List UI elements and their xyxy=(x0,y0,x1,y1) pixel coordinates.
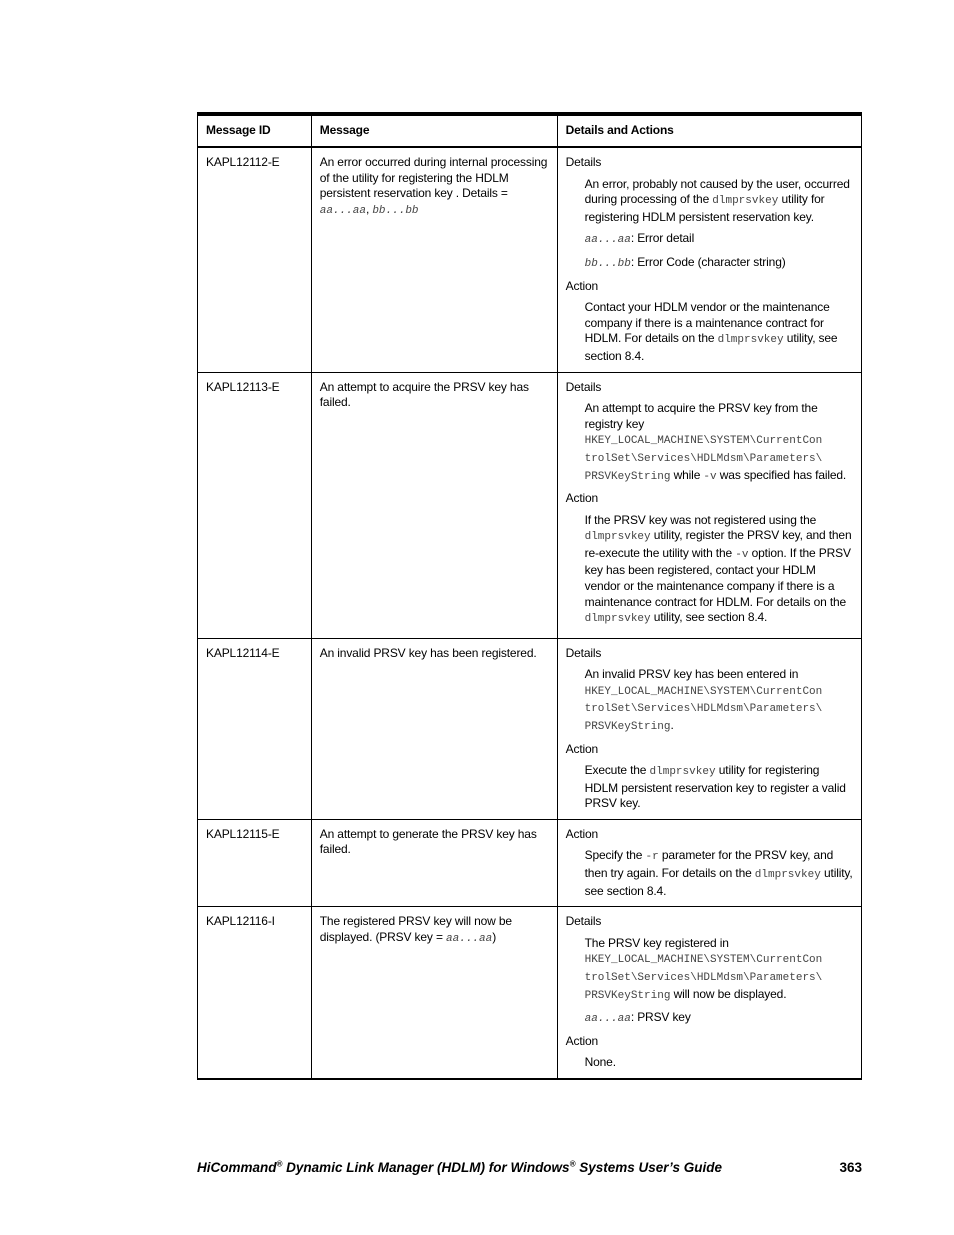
details-heading: Details xyxy=(565,379,602,394)
message-table xyxy=(197,112,862,1080)
details-heading: Details xyxy=(565,155,602,169)
table-row xyxy=(198,147,862,372)
col-header-message: Message xyxy=(311,114,557,147)
details-text: An error, probably not caused by the user, occurred during processing of the dlmprsvkey utility for registering HDLM persistent reservation key. xyxy=(584,176,850,224)
message-text: An attempt to acquire the PRSV key has failed. xyxy=(311,372,557,638)
action-heading: Action xyxy=(565,1033,599,1048)
action-text: Execute the dlmprsvkey utility for registering HDLM persistent reservation key to register a valid PRSV key. xyxy=(584,763,846,811)
message-id: KAPL12115-E xyxy=(198,819,312,906)
details-actions xyxy=(557,147,861,372)
table-header-row xyxy=(198,114,862,147)
details-variable: aa...aa: Error detail xyxy=(584,231,695,247)
col-header-message-id: Message ID xyxy=(198,114,312,147)
message-id: KAPL12114-E xyxy=(198,638,312,819)
details-heading: Details xyxy=(565,645,602,660)
action-heading: Action xyxy=(565,278,599,293)
details-variable: bb...bb: Error Code (character string) xyxy=(584,254,786,270)
message-text: An attempt to generate the PRSV key has failed. xyxy=(311,819,557,906)
action-text: None. xyxy=(584,1055,616,1070)
details-actions xyxy=(557,819,861,906)
action-text: Contact your HDLM vendor or the maintenance company if there is a maintenance contract for HDLM. For details on the dlmprsvkey utility, see section 8.4. xyxy=(584,300,838,363)
message-text: The registered PRSV key will now be displayed. (PRSV key = aa...aa) xyxy=(311,907,557,1079)
details-text: The PRSV key registered in HKEY_LOCAL_MACHINE\SYSTEM\CurrentCon trolSet\Services\HDLMdsm\Parameters\ PRSVKeyString will now be displayed. xyxy=(584,935,823,1002)
details-text: An invalid PRSV key has been entered in HKEY_LOCAL_MACHINE\SYSTEM\CurrentCon trolSet\Services\HDLMdsm\Parameters\ PRSVKeyString. xyxy=(584,667,823,733)
table-row xyxy=(198,819,862,906)
message-id: KAPL12112-E xyxy=(198,147,312,372)
message-id: KAPL12116-I xyxy=(198,907,312,1079)
table-row xyxy=(198,907,862,1079)
table-row xyxy=(198,372,862,638)
details-variable: aa...aa: PRSV key xyxy=(584,1010,691,1026)
page-footer xyxy=(197,1160,862,1175)
action-heading: Action xyxy=(565,491,599,506)
action-text: Specify the -r parameter for the PRSV key, and then try again. For details on the dlmprsvkey utility, see section 8.4. xyxy=(584,848,853,898)
action-heading: Action xyxy=(565,826,599,841)
footer-title: HiCommand® Dynamic Link Manager (HDLM) for Windows® Systems User’s Guide xyxy=(197,1159,723,1175)
table-row xyxy=(198,638,862,819)
details-text: An attempt to acquire the PRSV key from the registry key HKEY_LOCAL_MACHINE\SYSTEM\CurrentCon trolSet\Services\HDLMdsm\Parameters\ PRSVKeyString while -v was specified has failed. xyxy=(584,401,847,483)
action-heading: Action xyxy=(565,741,599,756)
details-actions xyxy=(557,372,861,638)
message-id: KAPL12113-E xyxy=(198,372,312,638)
message-text: An invalid PRSV key has been registered. xyxy=(311,638,557,819)
details-actions xyxy=(557,907,861,1079)
page-number: 363 xyxy=(839,1160,862,1175)
col-header-details-actions: Details and Actions xyxy=(557,114,861,147)
details-actions xyxy=(557,638,861,819)
action-text: If the PRSV key was not registered using the dlmprsvkey utility, register the PRSV key, and then re-execute the utility with the -v option. If the PRSV key has been registered, contact your HDLM vendor or the maintenance company if there is a maintenance contract for HDLM. For details on the dlmprsvkey utility, see section 8.4. xyxy=(584,512,852,626)
details-heading: Details xyxy=(565,914,602,929)
message-text: An error occurred during internal processing of the utility for registering the HDLM persistent reservation key . Details = aa...aa, bb...bb xyxy=(311,147,557,372)
